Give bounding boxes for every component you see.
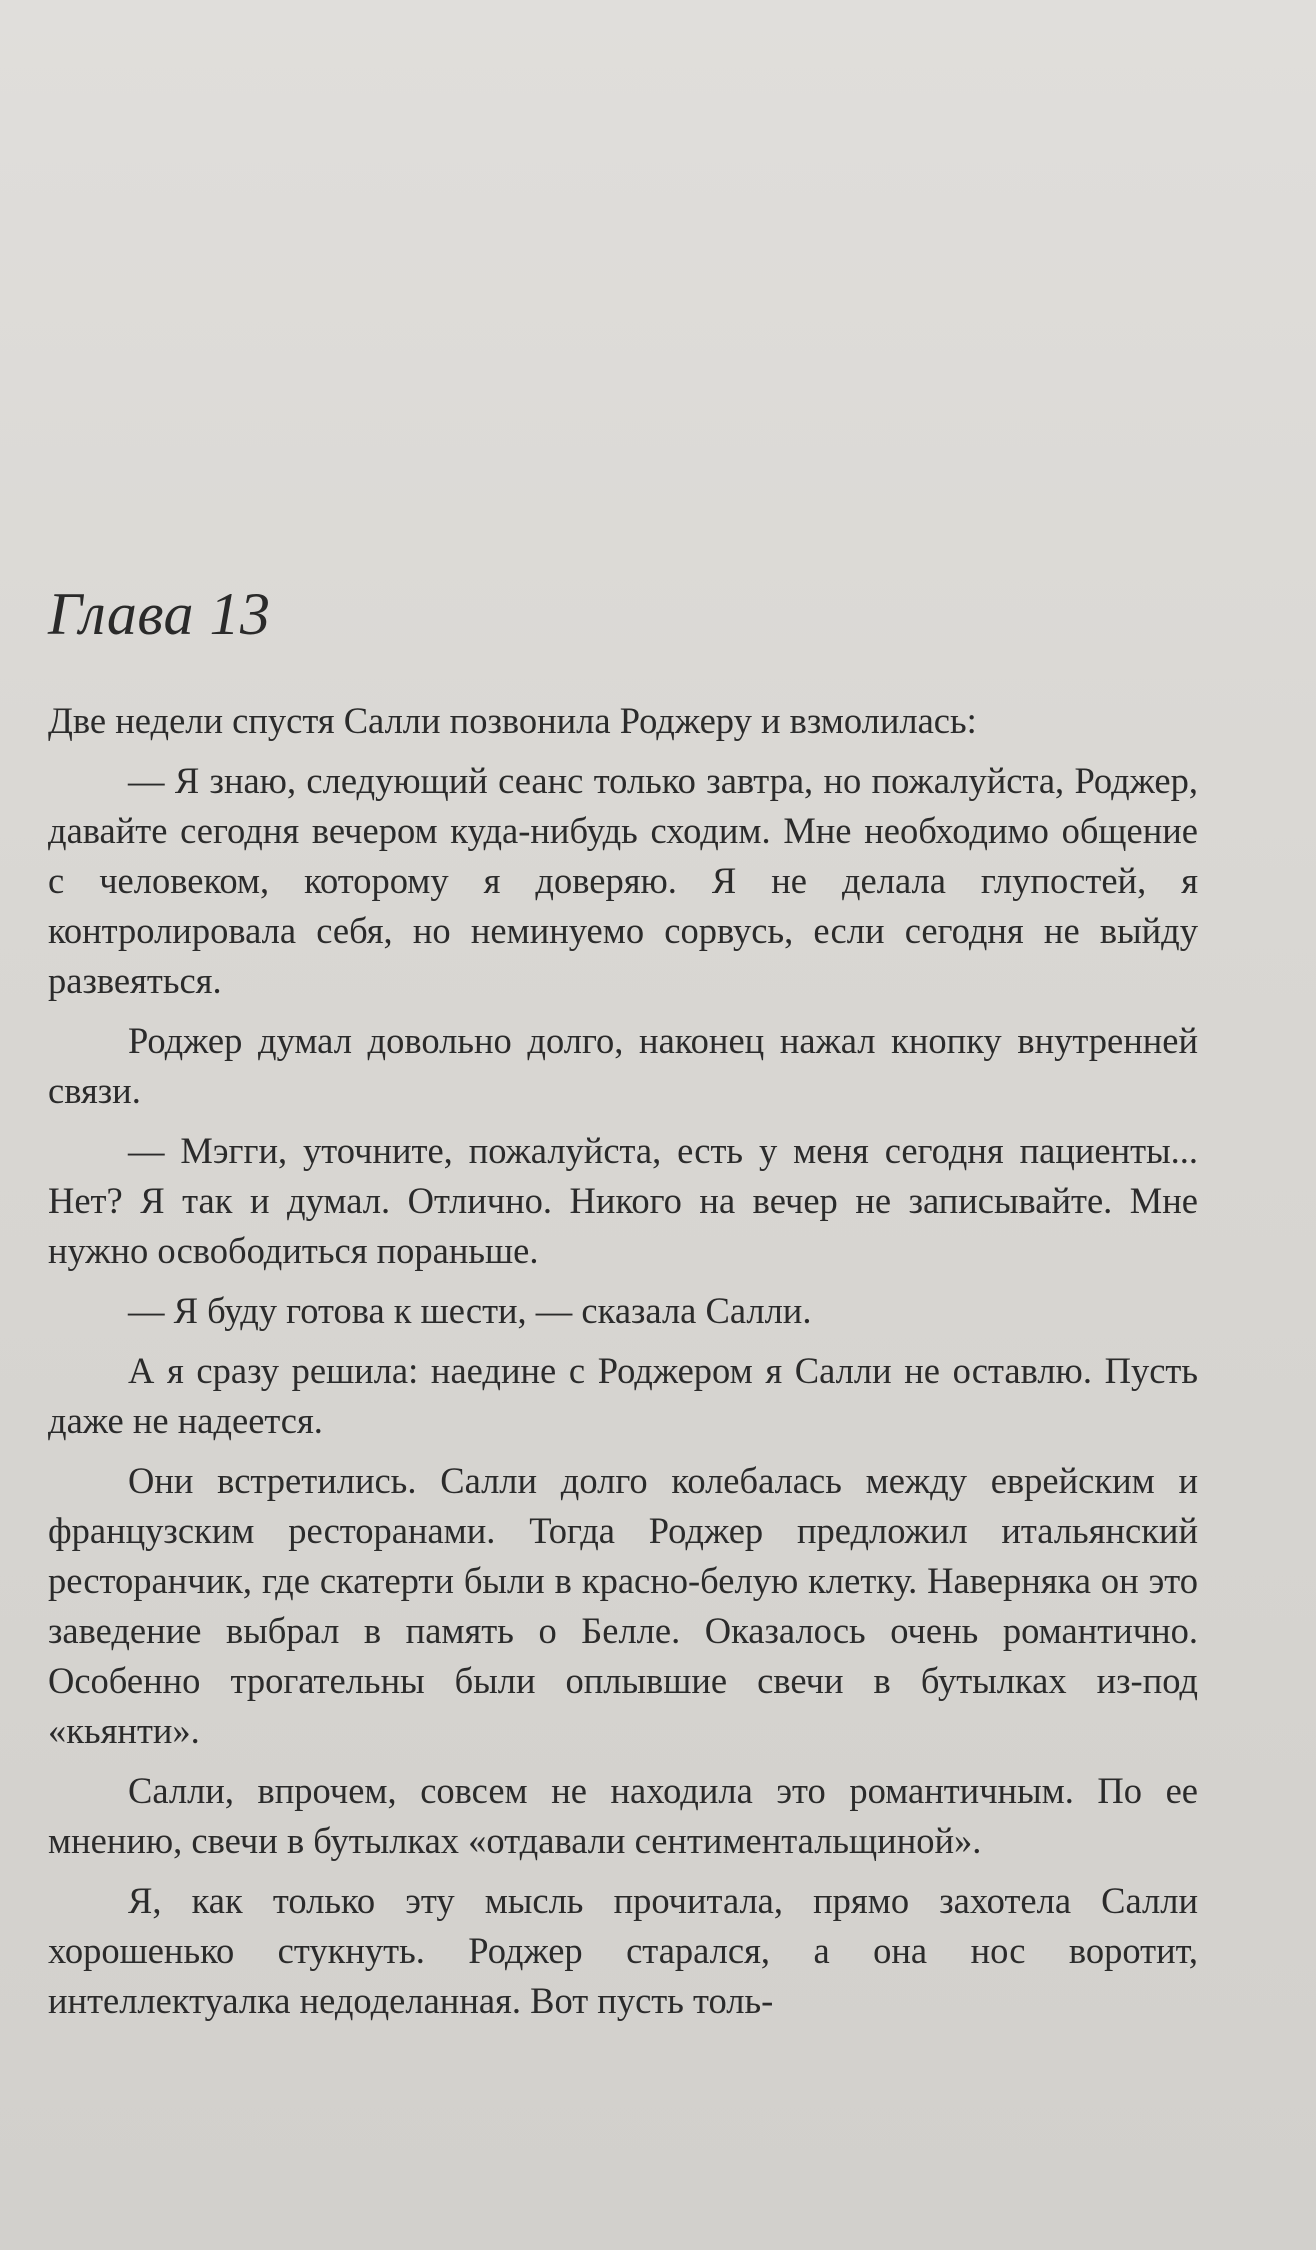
paragraph: А я сразу решила: наедине с Роджером я Салли не оставлю. Пусть даже не надеется.	[48, 1350, 1198, 1441]
chapter-title: Глава 13	[48, 581, 271, 647]
paragraph: — Я знаю, следующий сеанс только завтра, но пожалуйста, Роджер, давайте сегодня вечером куда-нибудь сходим. Мне необходимо общение с человеком, которому я доверяю. Я не делала глупостей, я контролировала себя, но неминуемо сорвусь, если сегодня не выйду развеяться.	[48, 760, 1198, 1001]
body-text	[48, 696, 1198, 2036]
paragraph: Я, как только эту мысль прочитала, прямо захотела Салли хорошенько стукнуть. Роджер старался, а она нос воротит, интеллектуалка недоделанная. Вот пусть толь-	[48, 1880, 1198, 2021]
paragraph: — Мэгги, уточните, пожалуйста, есть у меня сегодня пациенты... Нет? Я так и думал. Отлично. Никого на вечер не записывайте. Мне нужно освободиться пораньше.	[48, 1130, 1198, 1271]
paragraph: Салли, впрочем, совсем не находила это романтичным. По ее мнению, свечи в бутылках «отдавали сентиментальщиной».	[48, 1770, 1198, 1861]
paragraph: Роджер думал довольно долго, наконец нажал кнопку внутренней связи.	[48, 1020, 1198, 1111]
paragraph: Две недели спустя Салли позвонила Роджеру и взмолилась:	[48, 700, 977, 741]
paragraph: Они встретились. Салли долго колебалась между еврейским и французским ресторанами. Тогда Роджер предложил итальянский ресторанчик, где скатерти были в красно-белую клетку. Наверняка он это заведение выбрал в память о Белле. Оказалось очень романтично. Особенно трогательны были оплывшие свечи в бутылках из-под «кьянти».	[48, 1460, 1198, 1751]
paragraph: — Я буду готова к шести, — сказала Салли.	[128, 1290, 812, 1331]
